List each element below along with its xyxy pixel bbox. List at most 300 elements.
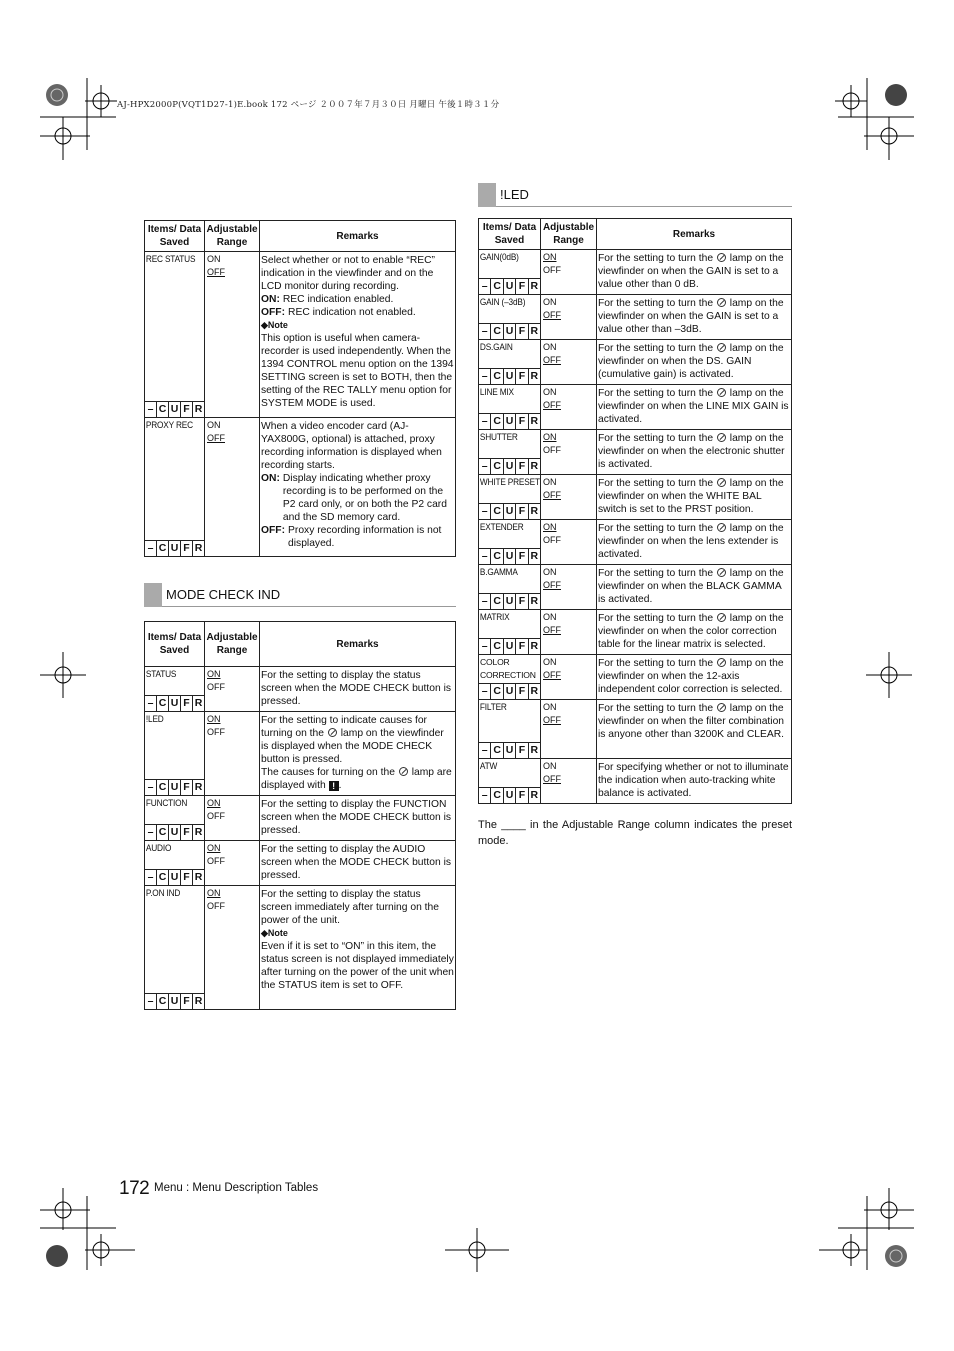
remarks-text-part: lamp on the viewfinder on when the electronic shutter is activated. [598, 433, 785, 470]
data-saved-flag-f: F [515, 743, 527, 758]
range-option-off: OFF [543, 265, 561, 275]
range-cell [205, 841, 260, 886]
warning-lamp-icon [717, 658, 726, 667]
range-cell [541, 340, 597, 385]
warning-lamp-icon [717, 298, 726, 307]
remarks-text: For the setting to display the status screen immediately after turning on the power of the unit. [261, 889, 439, 926]
item-cell [479, 295, 541, 340]
data-saved-flag-u: U [503, 684, 515, 699]
table-row [479, 700, 792, 759]
range-cell [541, 700, 597, 759]
page-title: Menu : Menu Description Tables [154, 1182, 319, 1194]
warning-lamp-icon [717, 613, 726, 622]
table-row [479, 430, 792, 475]
remarks-text: The causes for turning on the lamp are displayed with ! . [261, 767, 452, 791]
data-saved-flag-c: C [490, 639, 502, 654]
table-row [479, 520, 792, 565]
data-saved-flag-r: R [192, 402, 204, 417]
data-saved-flag-c: C [490, 279, 502, 294]
data-saved-flag-c: C [490, 324, 502, 339]
remarks-cell [260, 886, 456, 1010]
item-cell [479, 385, 541, 430]
remarks-cell [260, 841, 456, 886]
data-saved-flags [145, 401, 204, 417]
remarks-option [261, 293, 454, 306]
range-option-off: OFF [543, 490, 561, 500]
item-cell [479, 655, 541, 700]
col-header-remarks: Remarks [597, 219, 792, 250]
item-name: WHITE PRESET [479, 477, 540, 487]
item-name: LINE MIX [479, 387, 514, 397]
remarks-cell [260, 418, 456, 557]
item-name: !LED [145, 714, 164, 724]
data-saved-flag-r: R [192, 870, 204, 885]
item-cell [479, 565, 541, 610]
note-text: Note [267, 320, 288, 330]
data-saved-flags [479, 278, 540, 294]
item-cell [145, 712, 205, 796]
remarks-cell [597, 565, 792, 610]
remarks-text-part: For the setting to indicate causes for turning on the [261, 715, 427, 739]
remarks-text-part: lamp on the viewfinder on when the filter combination is anyone other than 3200K and CLEAR. [598, 703, 785, 740]
note-diamond-icon: ◆ [261, 928, 268, 938]
remarks-text-part: For the setting to turn the [598, 343, 714, 354]
range-option-off: OFF [543, 355, 561, 365]
table-row [145, 886, 456, 1010]
note-diamond-icon: ◆ [261, 320, 268, 330]
warning-lamp-icon [328, 728, 337, 737]
remarks-text-part: lamp are displayed with [261, 767, 452, 791]
range-cell [205, 418, 260, 557]
data-saved-flags [479, 413, 540, 429]
range-cell [205, 796, 260, 841]
range-option-on: ON [543, 761, 557, 771]
data-saved-flags [145, 779, 204, 795]
item-cell [479, 759, 541, 804]
range-option-off: OFF [207, 682, 225, 692]
range-option-on: ON [207, 843, 221, 853]
item-cell [479, 700, 541, 759]
data-saved-flags [145, 993, 204, 1009]
remarks-text-part: For the setting to turn the [598, 613, 714, 624]
range-cell [205, 886, 260, 1010]
range-option-on: ON [543, 567, 557, 577]
range-cell [541, 385, 597, 430]
remarks-text [261, 714, 454, 766]
data-saved-flag-r: R [528, 549, 540, 564]
data-saved-flag-u: U [503, 639, 515, 654]
data-saved-flag-f: F [180, 402, 192, 417]
warning-lamp-icon [717, 388, 726, 397]
data-saved-flag-c: C [490, 743, 502, 758]
data-saved-flag-u: U [503, 279, 515, 294]
remarks-text-part: lamp on the viewfinder on when the 12-axis independent color correction is selected. [598, 658, 784, 695]
data-saved-flag-c: C [156, 870, 168, 885]
data-saved-flag-f: F [515, 549, 527, 564]
data-saved-flag-f: F [515, 684, 527, 699]
remarks-text [598, 297, 790, 336]
range-option-on: ON [207, 888, 221, 898]
data-saved-flag-u: U [168, 870, 180, 885]
data-saved-flag-f: F [515, 594, 527, 609]
data-saved-flags [479, 458, 540, 474]
data-saved-flag-c: C [490, 414, 502, 429]
table-row [479, 759, 792, 804]
item-name: COLOR CORRECTION [480, 657, 536, 680]
data-saved-flag-f: F [515, 414, 527, 429]
data-saved-flag-r: R [528, 788, 540, 803]
range-option-off: OFF [207, 433, 225, 443]
remarks-text [598, 522, 790, 561]
data-saved-flag-c: C [490, 788, 502, 803]
data-saved-flag-r: R [528, 459, 540, 474]
remarks-cell [597, 655, 792, 700]
range-cell [541, 759, 597, 804]
remarks-text: When a video encoder card (AJ-YAX800G, optional) is attached, proxy recording information is displayed when recording starts. [261, 421, 442, 471]
data-saved-flag-dash: – [481, 789, 488, 801]
range-cell [205, 252, 260, 418]
data-saved-flag-dash: – [481, 595, 488, 607]
range-option-off: OFF [543, 670, 561, 680]
remarks-text [598, 657, 790, 696]
remarks-text [598, 432, 790, 471]
table-row [145, 841, 456, 886]
data-saved-flag-c: C [156, 402, 168, 417]
item-cell [479, 250, 541, 295]
remarks-text: For the setting to display the status screen when the MODE CHECK button is pressed. [261, 670, 451, 707]
item-name: EXTENDER [479, 522, 524, 532]
remarks-text [598, 567, 790, 606]
range-cell [205, 712, 260, 796]
data-saved-flags [479, 368, 540, 384]
data-saved-flag-r: R [192, 780, 204, 795]
remarks-text: For specifying whether or not to illuminate the indication when auto-tracking white balance is activated. [598, 762, 789, 799]
table-row [479, 340, 792, 385]
data-saved-flag-c: C [156, 780, 168, 795]
remarks-cell [597, 340, 792, 385]
remarks-cell [597, 700, 792, 759]
range-cell [541, 655, 597, 700]
warning-lamp-icon [717, 343, 726, 352]
item-cell [145, 841, 205, 886]
item-name: SHUTTER [479, 432, 518, 442]
data-saved-flag-c: C [490, 684, 502, 699]
range-option-on: ON [543, 477, 557, 487]
remarks-text-part: For the setting to turn the [598, 658, 714, 669]
data-saved-flag-r: R [528, 504, 540, 519]
remarks-text: This option is useful when camera-recorder is used independently. When the 1394 CONTROL menu option on the 1394 SETTING screen is set to BOTH, then the setting of the REC TALLY menu option for SYSTEM MODE is used. [261, 333, 454, 409]
remarks-text-part: lamp on the viewfinder on when the lens extender is activated. [598, 523, 784, 560]
warning-lamp-icon [717, 703, 726, 712]
col-header-range: Adjustable Range [205, 221, 260, 252]
range-option-on: ON [207, 669, 221, 679]
table-row [479, 565, 792, 610]
item-name: PROXY REC [145, 420, 193, 430]
data-saved-flag-dash: – [147, 542, 154, 554]
col-header-range: Adjustable Range [541, 219, 597, 250]
range-option-on: ON [543, 522, 557, 532]
col-header-range: Adjustable Range [205, 622, 260, 667]
data-saved-flag-dash: – [481, 460, 488, 472]
data-saved-flag-r: R [192, 994, 204, 1009]
data-saved-flags [479, 683, 540, 699]
data-saved-flag-r: R [192, 696, 204, 711]
data-saved-flag-r: R [192, 541, 204, 556]
remarks-cell [597, 430, 792, 475]
note-label [261, 319, 454, 332]
data-saved-flag-dash: – [481, 280, 488, 292]
range-option-on: ON [543, 612, 557, 622]
item-name: AUDIO [145, 843, 172, 853]
range-option-off: OFF [207, 901, 225, 911]
data-saved-flag-u: U [503, 549, 515, 564]
data-saved-flag-dash: – [481, 415, 488, 427]
data-saved-flag-r: R [528, 594, 540, 609]
item-name: FILTER [479, 702, 507, 712]
remarks-text [598, 252, 790, 291]
note-text: Note [267, 928, 288, 938]
data-saved-flag-f: F [180, 696, 192, 711]
col-header-remarks: Remarks [260, 622, 456, 667]
remarks-cell [597, 385, 792, 430]
data-saved-flags [479, 548, 540, 564]
data-saved-flags [479, 787, 540, 803]
remarks-text [598, 477, 790, 516]
remarks-text: For the setting to display the AUDIO screen when the MODE CHECK button is pressed. [261, 844, 451, 881]
data-saved-flag-f: F [515, 369, 527, 384]
file-header-line: AJ-HPX2000P(VQT1D27-1)E.book 172 ページ ２００７年７月３０日 月曜日 午後１時３１分 [117, 100, 500, 110]
item-name: STATUS [145, 669, 177, 679]
range-cell [541, 565, 597, 610]
data-saved-flag-u: U [503, 459, 515, 474]
item-cell [479, 475, 541, 520]
range-option-on: ON [207, 254, 221, 264]
data-saved-flags [479, 638, 540, 654]
range-option-on: ON [543, 297, 557, 307]
remarks-text-part: For the setting to turn the [598, 298, 714, 309]
table-row [145, 418, 456, 557]
col-header-items: Items/ Data Saved [145, 221, 205, 252]
remarks-text-part: lamp on the viewfinder is displayed when the MODE CHECK button is pressed. [261, 728, 444, 765]
data-saved-flag-u: U [168, 825, 180, 840]
data-saved-flag-r: R [192, 825, 204, 840]
data-saved-flag-r: R [528, 279, 540, 294]
data-saved-flag-dash: – [481, 640, 488, 652]
remarks-cell [260, 712, 456, 796]
data-saved-flags [479, 503, 540, 519]
remarks-cell [597, 610, 792, 655]
rec-settings-table [144, 220, 456, 557]
data-saved-flag-c: C [490, 594, 502, 609]
data-saved-flag-r: R [528, 414, 540, 429]
remarks-text: Select whether or not to enable “REC” indication in the viewfinder and on the LCD monitor during recording. [261, 255, 435, 292]
range-option-off: OFF [543, 535, 561, 545]
data-saved-flag-u: U [503, 788, 515, 803]
range-cell [541, 430, 597, 475]
data-saved-flag-f: F [515, 279, 527, 294]
table-row [479, 475, 792, 520]
range-option-off: OFF [543, 715, 561, 725]
data-saved-flag-c: C [490, 549, 502, 564]
option-desc: Proxy recording information is not displayed. [288, 525, 442, 549]
warning-lamp-icon [717, 253, 726, 262]
remarks-option [261, 472, 454, 524]
warning-lamp-icon [717, 478, 726, 487]
remarks-text-part: lamp on the viewfinder on when the GAIN is set to a value other than 0 dB. [598, 253, 784, 290]
col-header-items: Items/ Data Saved [479, 219, 541, 250]
option-desc: REC indication enabled. [282, 294, 394, 305]
data-saved-flag-r: R [528, 684, 540, 699]
data-saved-flag-u: U [503, 414, 515, 429]
data-saved-flag-c: C [156, 994, 168, 1009]
remarks-text-part: The causes for turning on the [261, 767, 395, 778]
data-saved-flag-dash: – [481, 325, 488, 337]
remarks-option [261, 524, 454, 550]
option-key: OFF: [261, 307, 286, 318]
data-saved-flag-c: C [156, 825, 168, 840]
range-option-off: OFF [207, 727, 225, 737]
col-header-remarks: Remarks [260, 221, 456, 252]
range-cell [205, 667, 260, 712]
range-option-off: OFF [543, 580, 561, 590]
data-saved-flag-dash: – [481, 370, 488, 382]
remarks-text-part: lamp on the viewfinder on when the GAIN is set to a value other than –3dB. [598, 298, 784, 335]
note-label [261, 927, 454, 940]
item-cell [479, 520, 541, 565]
remarks-text-part: For the setting to turn the [598, 523, 714, 534]
preset-footnote: The ____ in the Adjustable Range column indicates the preset mode. [478, 819, 792, 847]
remarks-text-part: lamp on the viewfinder on when the LINE MIX GAIN is activated. [598, 388, 789, 425]
remarks-option [261, 306, 454, 319]
range-cell [541, 475, 597, 520]
item-cell [479, 610, 541, 655]
data-saved-flag-dash: – [147, 995, 154, 1007]
warning-lamp-icon [399, 767, 408, 776]
range-option-on: ON [543, 252, 557, 262]
table-row [479, 295, 792, 340]
range-option-on: ON [543, 702, 557, 712]
data-saved-flag-f: F [515, 324, 527, 339]
data-saved-flag-dash: – [481, 505, 488, 517]
range-option-on: ON [543, 432, 557, 442]
remarks-cell [597, 520, 792, 565]
data-saved-flag-u: U [168, 994, 180, 1009]
data-saved-flags [145, 869, 204, 885]
data-saved-flag-dash: – [147, 871, 154, 883]
data-saved-flag-c: C [490, 504, 502, 519]
data-saved-flags [479, 593, 540, 609]
section-title: !LED [500, 187, 529, 202]
item-name: P.ON IND [145, 888, 181, 898]
data-saved-flag-dash: – [147, 826, 154, 838]
remarks-text-part: lamp on the viewfinder on when the color correction table for the linear matrix is selected. [598, 613, 784, 650]
item-name: B.GAMMA [479, 567, 518, 577]
remarks-text-part: For the setting to turn the [598, 703, 714, 714]
data-saved-flags [479, 742, 540, 758]
remarks-text [598, 342, 790, 381]
remarks-text-part: For the setting to turn the [598, 388, 714, 399]
table-row [479, 610, 792, 655]
data-saved-flag-f: F [180, 825, 192, 840]
data-saved-flag-dash: – [481, 685, 488, 697]
data-saved-flag-u: U [168, 780, 180, 795]
section-header-mode-check-ind [144, 583, 456, 607]
table-row [145, 667, 456, 712]
range-option-off: OFF [207, 267, 225, 277]
table-row [479, 250, 792, 295]
item-name: GAIN(0dB) [479, 252, 519, 262]
item-cell [145, 252, 205, 418]
warning-lamp-icon [717, 523, 726, 532]
range-option-on: ON [207, 714, 221, 724]
data-saved-flags [145, 695, 204, 711]
item-cell [145, 418, 205, 557]
remarks-text-part: For the setting to turn the [598, 568, 714, 579]
data-saved-flag-dash: – [481, 744, 488, 756]
range-cell [541, 295, 597, 340]
data-saved-flag-c: C [156, 541, 168, 556]
data-saved-flag-f: F [515, 639, 527, 654]
remarks-text-part: For the setting to turn the [598, 433, 714, 444]
remarks-text-part: lamp on the viewfinder on when the DS. GAIN (cumulative gain) is activated. [598, 343, 784, 380]
data-saved-flag-u: U [503, 369, 515, 384]
remarks-cell [597, 295, 792, 340]
data-saved-flag-r: R [528, 743, 540, 758]
data-saved-flag-dash: – [147, 697, 154, 709]
data-saved-flag-f: F [180, 541, 192, 556]
warning-lamp-icon [717, 433, 726, 442]
table-row [145, 796, 456, 841]
data-saved-flag-r: R [528, 639, 540, 654]
data-saved-flag-r: R [528, 369, 540, 384]
data-saved-flag-f: F [515, 504, 527, 519]
remarks-text-part: For the setting to turn the [598, 253, 714, 264]
remarks-text [598, 702, 790, 741]
data-saved-flag-u: U [503, 594, 515, 609]
mode-check-ind-table [144, 621, 456, 1010]
table-row [145, 712, 456, 796]
range-option-off: OFF [543, 774, 561, 784]
data-saved-flags [145, 824, 204, 840]
item-name: FUNCTION [145, 798, 188, 808]
data-saved-flag-u: U [168, 541, 180, 556]
range-option-off: OFF [543, 310, 561, 320]
data-saved-flag-dash: – [147, 781, 154, 793]
range-cell [541, 250, 597, 295]
table-row [145, 252, 456, 418]
data-saved-flag-u: U [503, 504, 515, 519]
data-saved-flag-r: R [528, 324, 540, 339]
remarks-text [598, 387, 790, 426]
remarks-cell [260, 796, 456, 841]
range-option-off: OFF [543, 400, 561, 410]
item-cell [479, 340, 541, 385]
item-cell [145, 667, 205, 712]
option-key: ON: [261, 473, 280, 484]
page-number: 172 [119, 1178, 150, 1199]
section-header-led [478, 183, 792, 207]
data-saved-flag-u: U [168, 402, 180, 417]
data-saved-flags [479, 323, 540, 339]
range-option-on: ON [207, 798, 221, 808]
remarks-text-part: lamp on the viewfinder on when the WHITE BAL switch is set to the PRST position. [598, 478, 784, 515]
item-name: MATRIX [479, 612, 510, 622]
data-saved-flag-c: C [490, 369, 502, 384]
data-saved-flag-f: F [180, 780, 192, 795]
item-name: GAIN (–3dB) [479, 297, 526, 307]
range-cell [541, 610, 597, 655]
data-saved-flag-c: C [490, 459, 502, 474]
